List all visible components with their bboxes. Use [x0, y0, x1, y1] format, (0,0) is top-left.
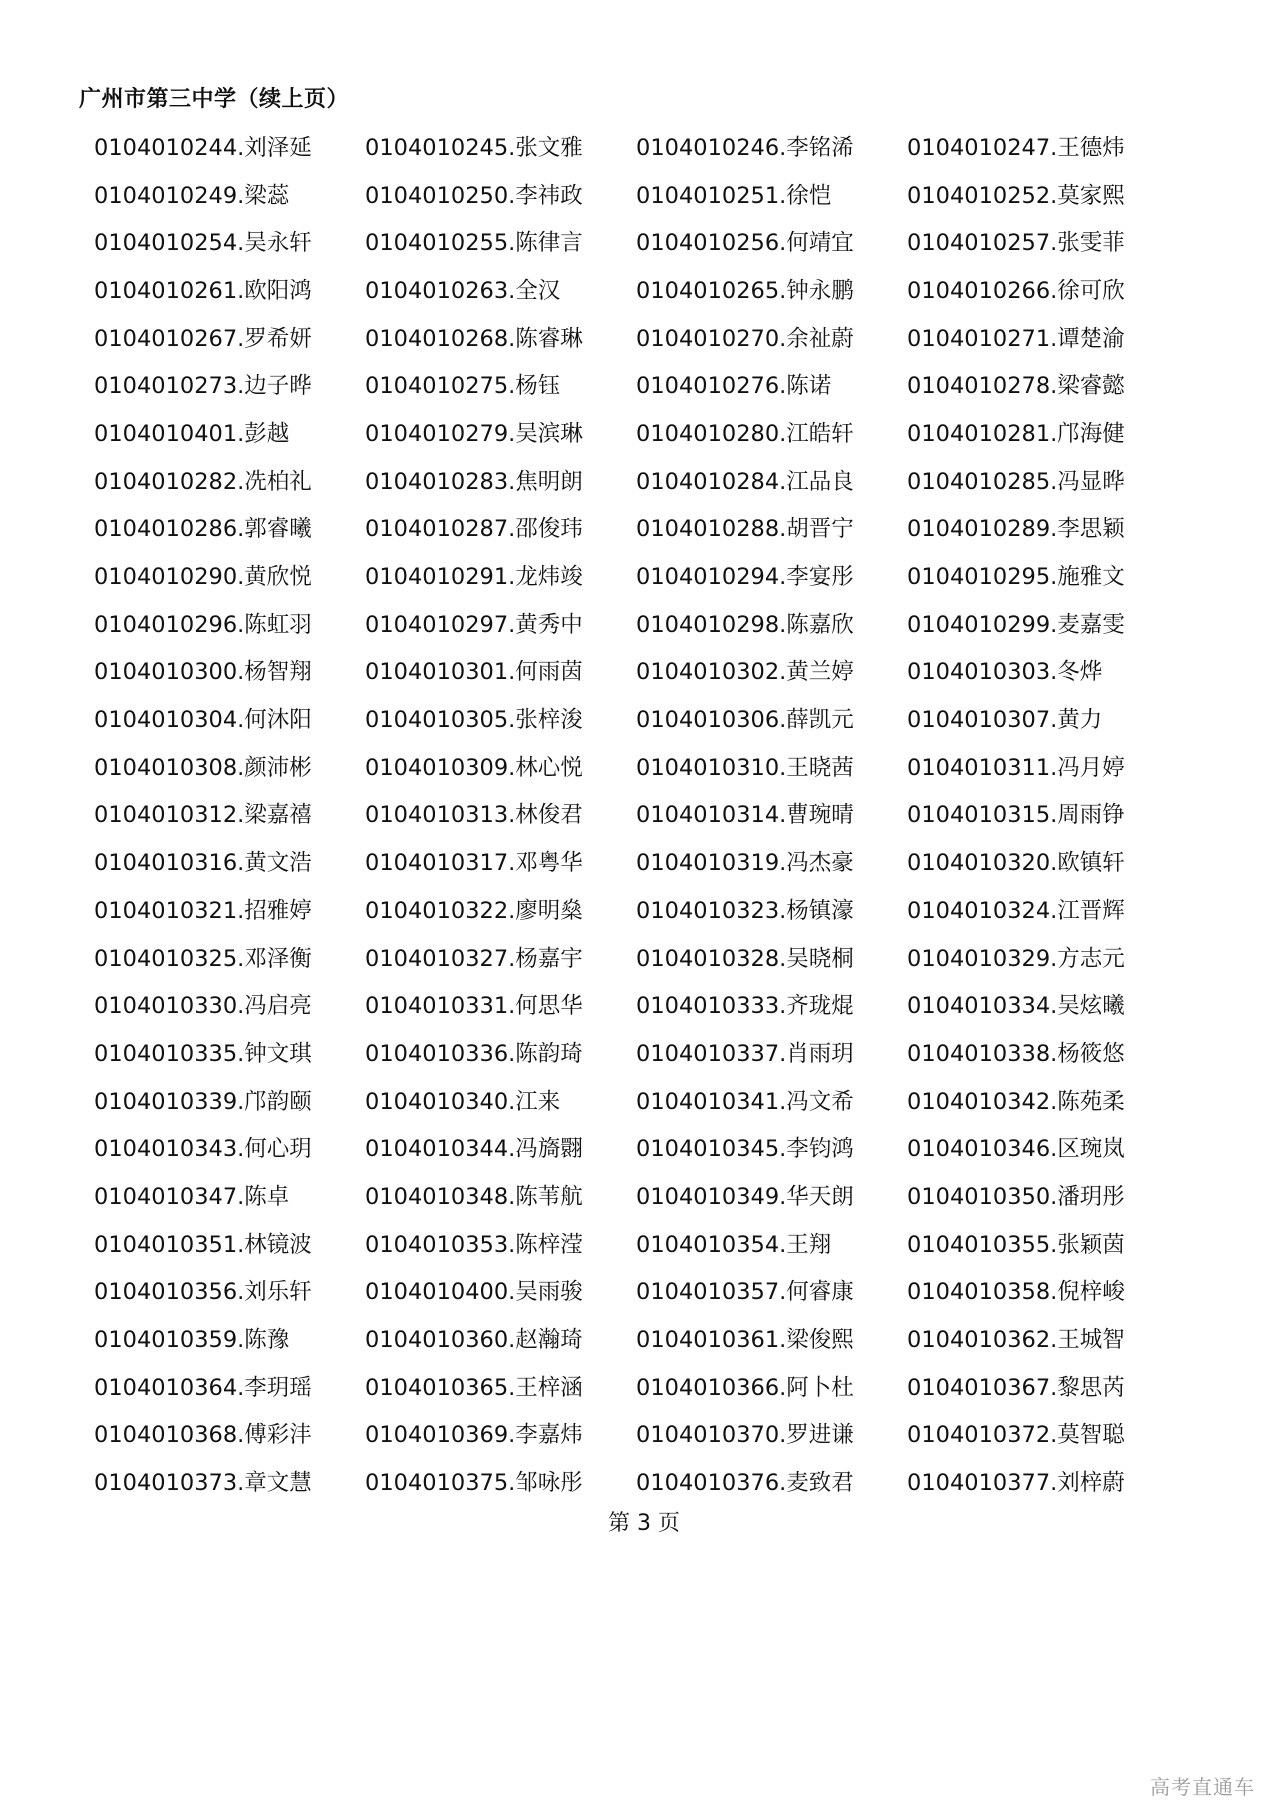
roster-entry: 0104010337.肖雨玥: [636, 1040, 854, 1067]
page-title: 广州市第三中学（续上页）: [79, 87, 350, 112]
roster-entry: 0104010289.李思颖: [907, 516, 1125, 543]
roster-entry: 0104010336.陈韵琦: [365, 1040, 583, 1067]
roster-row: [94, 122, 1194, 170]
roster-entry: 0104010304.何沐阳: [94, 707, 312, 734]
roster-entry: 0104010254.吴永轩: [94, 230, 312, 257]
roster-entry: 0104010246.李铭浠: [636, 134, 854, 161]
roster-entry: 0104010325.邓泽衡: [94, 945, 312, 972]
roster-entry: 0104010354.王翔: [636, 1231, 832, 1258]
roster-row: [94, 408, 1194, 456]
roster-entry: 0104010250.李祎政: [365, 182, 583, 209]
roster-entry: 0104010251.徐恺: [636, 182, 832, 209]
roster-entry: 0104010306.薛凯元: [636, 707, 854, 734]
roster-entry: 0104010377.刘梓蔚: [907, 1470, 1125, 1497]
roster-entry: 0104010268.陈睿琳: [365, 325, 583, 352]
roster-entry: 0104010245.张文雅: [365, 134, 583, 161]
roster-entry: 0104010329.方志元: [907, 945, 1125, 972]
roster-entry: 0104010299.麦嘉雯: [907, 611, 1125, 638]
roster-row: [94, 456, 1194, 504]
roster-entry: 0104010281.邝海健: [907, 420, 1125, 447]
roster-entry: 0104010362.王城智: [907, 1327, 1125, 1354]
roster-entry: 0104010323.杨镇濠: [636, 897, 854, 924]
roster-entry: 0104010255.陈律言: [365, 230, 583, 257]
roster-entry: 0104010261.欧阳鸿: [94, 277, 312, 304]
roster-row: [94, 1314, 1194, 1362]
roster-row: [94, 599, 1194, 647]
roster-entry: 0104010356.刘乐轩: [94, 1279, 312, 1306]
roster-entry: 0104010247.王德炜: [907, 134, 1125, 161]
roster-entry: 0104010302.黄兰婷: [636, 659, 854, 686]
roster-entry: 0104010359.陈豫: [94, 1327, 290, 1354]
roster-entry: 0104010361.梁俊熙: [636, 1327, 854, 1354]
roster-entry: 0104010280.江皓轩: [636, 420, 854, 447]
roster-row: [94, 647, 1194, 695]
roster-entry: 0104010266.徐可欣: [907, 277, 1125, 304]
roster-entry: 0104010257.张雯菲: [907, 230, 1125, 257]
roster-row: [94, 504, 1194, 552]
roster-entry: 0104010252.莫家熙: [907, 182, 1125, 209]
roster-entry: 0104010342.陈苑柔: [907, 1088, 1125, 1115]
roster-entry: 0104010324.江晋辉: [907, 897, 1125, 924]
roster-entry: 0104010341.冯文希: [636, 1088, 854, 1115]
roster-entry: 0104010271.谭楚渝: [907, 325, 1125, 352]
roster-entry: 0104010319.冯杰豪: [636, 850, 854, 877]
roster-row: [94, 980, 1194, 1028]
roster-row: [94, 1076, 1194, 1124]
roster-entry: 0104010298.陈嘉欣: [636, 611, 854, 638]
roster-entry: 0104010265.钟永鹏: [636, 277, 854, 304]
roster-entry: 0104010285.冯显晔: [907, 468, 1125, 495]
roster-entry: 0104010327.杨嘉宇: [365, 945, 583, 972]
roster-entry: 0104010282.冼柏礼: [94, 468, 312, 495]
roster-entry: 0104010339.邝韵颐: [94, 1088, 312, 1115]
roster-row: [94, 1267, 1194, 1315]
roster-row: [94, 360, 1194, 408]
roster-entry: 0104010321.招雅婷: [94, 897, 312, 924]
roster-entry: 0104010343.何心玥: [94, 1136, 312, 1163]
roster-entry: 0104010401.彭越: [94, 420, 290, 447]
roster-entry: 0104010320.欧镇轩: [907, 850, 1125, 877]
roster-entry: 0104010373.章文慧: [94, 1470, 312, 1497]
roster-entry: 0104010358.倪梓峻: [907, 1279, 1125, 1306]
roster-entry: 0104010348.陈苇航: [365, 1183, 583, 1210]
roster-entry: 0104010316.黄文浩: [94, 850, 312, 877]
roster-entry: 0104010263.全汉: [365, 277, 561, 304]
roster-entry: 0104010308.颜沛彬: [94, 754, 312, 781]
roster-entry: 0104010328.吴晓桐: [636, 945, 854, 972]
roster-row: [94, 885, 1194, 933]
page-number: 第 3 页: [608, 1511, 680, 1536]
roster-entry: 0104010333.齐珑焜: [636, 993, 854, 1020]
roster-row: [94, 551, 1194, 599]
roster-entry: 0104010372.莫智聪: [907, 1422, 1125, 1449]
roster-entry: 0104010313.林俊君: [365, 802, 583, 829]
roster-entry: 0104010249.梁蕊: [94, 182, 290, 209]
roster-entry: 0104010340.江来: [365, 1088, 561, 1115]
roster-entry: 0104010364.李玥瑶: [94, 1374, 312, 1401]
roster-entry: 0104010344.冯旖翾: [365, 1136, 583, 1163]
roster-entry: 0104010244.刘泽延: [94, 134, 312, 161]
roster-row: [94, 742, 1194, 790]
roster-entry: 0104010375.邹咏彤: [365, 1470, 583, 1497]
roster-entry: 0104010295.施雅文: [907, 564, 1125, 591]
roster-entry: 0104010365.王梓涵: [365, 1374, 583, 1401]
roster-entry: 0104010290.黄欣悦: [94, 564, 312, 591]
roster-entry: 0104010284.江品良: [636, 468, 854, 495]
roster-entry: 0104010286.郭睿曦: [94, 516, 312, 543]
roster-row: [94, 217, 1194, 265]
roster-entry: 0104010345.李钧鸿: [636, 1136, 854, 1163]
roster-entry: 0104010288.胡晋宁: [636, 516, 854, 543]
roster-entry: 0104010357.何睿康: [636, 1279, 854, 1306]
roster-list: [94, 122, 1194, 1505]
roster-entry: 0104010370.罗进谦: [636, 1422, 854, 1449]
roster-entry: 0104010360.赵瀚琦: [365, 1327, 583, 1354]
roster-entry: 0104010297.黄秀中: [365, 611, 583, 638]
roster-entry: 0104010311.冯月婷: [907, 754, 1125, 781]
roster-entry: 0104010315.周雨铮: [907, 802, 1125, 829]
roster-entry: 0104010307.黄力: [907, 707, 1103, 734]
roster-entry: 0104010256.何靖宜: [636, 230, 854, 257]
roster-entry: 0104010314.曹琬晴: [636, 802, 854, 829]
roster-entry: 0104010368.傅彩沣: [94, 1422, 312, 1449]
roster-entry: 0104010349.华天朗: [636, 1183, 854, 1210]
roster-row: [94, 933, 1194, 981]
roster-row: [94, 313, 1194, 361]
roster-entry: 0104010355.张颖茵: [907, 1231, 1125, 1258]
roster-entry: 0104010287.邵俊玮: [365, 516, 583, 543]
roster-row: [94, 1219, 1194, 1267]
roster-row: [94, 1028, 1194, 1076]
roster-entry: 0104010301.何雨茵: [365, 659, 583, 686]
roster-row: [94, 694, 1194, 742]
roster-entry: 0104010296.陈虹羽: [94, 611, 312, 638]
roster-row: [94, 1362, 1194, 1410]
roster-row: [94, 1457, 1194, 1505]
roster-entry: 0104010300.杨智翔: [94, 659, 312, 686]
roster-entry: 0104010305.张梓浚: [365, 707, 583, 734]
roster-entry: 0104010338.杨筱悠: [907, 1040, 1125, 1067]
roster-entry: 0104010310.王晓茜: [636, 754, 854, 781]
roster-entry: 0104010331.何思华: [365, 993, 583, 1020]
roster-entry: 0104010334.吴炫曦: [907, 993, 1125, 1020]
roster-entry: 0104010351.林镜波: [94, 1231, 312, 1258]
roster-entry: 0104010317.邓粤华: [365, 850, 583, 877]
roster-entry: 0104010267.罗希妍: [94, 325, 312, 352]
roster-entry: 0104010330.冯启亮: [94, 993, 312, 1020]
roster-row: [94, 1410, 1194, 1458]
roster-row: [94, 265, 1194, 313]
roster-row: [94, 837, 1194, 885]
roster-entry: 0104010278.梁睿懿: [907, 373, 1125, 400]
roster-entry: 0104010270.余祉蔚: [636, 325, 854, 352]
roster-entry: 0104010273.边子晔: [94, 373, 312, 400]
roster-entry: 0104010275.杨钰: [365, 373, 561, 400]
roster-entry: 0104010369.李嘉炜: [365, 1422, 583, 1449]
roster-row: [94, 790, 1194, 838]
watermark: 高考直通车: [1150, 1775, 1255, 1799]
roster-entry: 0104010312.梁嘉禧: [94, 802, 312, 829]
roster-entry: 0104010335.钟文琪: [94, 1040, 312, 1067]
roster-entry: 0104010279.吴滨琳: [365, 420, 583, 447]
roster-entry: 0104010366.阿卜杜: [636, 1374, 854, 1401]
roster-entry: 0104010291.龙炜竣: [365, 564, 583, 591]
roster-entry: 0104010276.陈诺: [636, 373, 832, 400]
roster-entry: 0104010367.黎思芮: [907, 1374, 1125, 1401]
roster-entry: 0104010322.廖明燊: [365, 897, 583, 924]
roster-entry: 0104010283.焦明朗: [365, 468, 583, 495]
roster-entry: 0104010294.李宴彤: [636, 564, 854, 591]
roster-row: [94, 1171, 1194, 1219]
roster-entry: 0104010347.陈卓: [94, 1183, 290, 1210]
roster-entry: 0104010353.陈梓滢: [365, 1231, 583, 1258]
roster-entry: 0104010309.林心悦: [365, 754, 583, 781]
roster-entry: 0104010376.麦致君: [636, 1470, 854, 1497]
roster-entry: 0104010350.潘玥彤: [907, 1183, 1125, 1210]
roster-entry: 0104010303.冬烨: [907, 659, 1103, 686]
roster-entry: 0104010346.区琬岚: [907, 1136, 1125, 1163]
roster-entry: 0104010400.吴雨骏: [365, 1279, 583, 1306]
roster-row: [94, 1123, 1194, 1171]
roster-row: [94, 170, 1194, 218]
